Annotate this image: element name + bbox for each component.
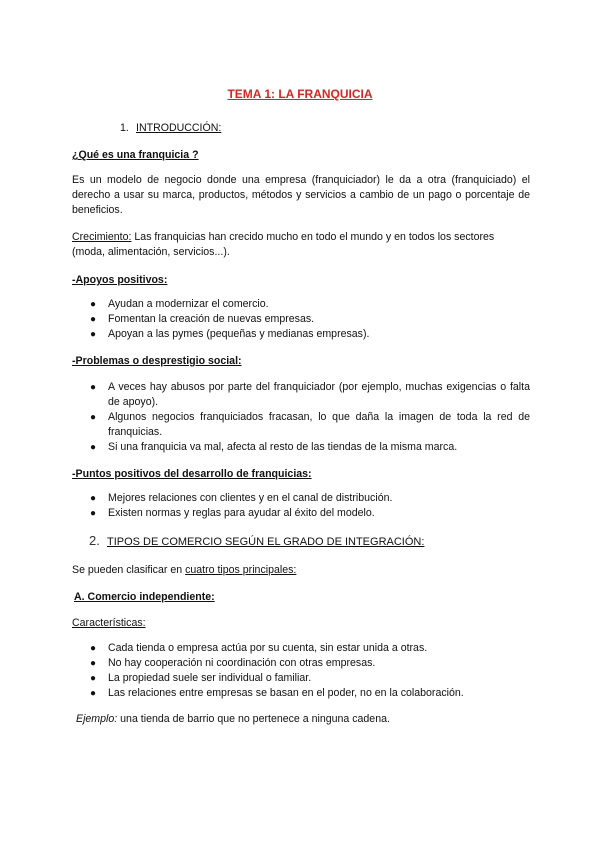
bullet-icon: ● xyxy=(90,673,97,684)
bullet-icon: ● xyxy=(90,493,97,504)
growth-text: Las franquicias han crecido mucho en todo el mundo y en todos los sectores (moda, alimentación, servicios...). xyxy=(72,231,495,258)
classify-paragraph xyxy=(72,563,530,578)
list-item: ● Ayudan a modernizar el comercio. xyxy=(90,298,269,310)
positive-support-heading: -Apoyos positivos: xyxy=(72,274,168,286)
bullet-icon: ● xyxy=(90,658,97,669)
list-item: ● Existen normas y reglas para ayudar al éxito del modelo. xyxy=(90,507,375,519)
document-title: TEMA 1: LA FRANQUICIA xyxy=(227,87,373,101)
characteristics-label: Características: xyxy=(72,617,146,629)
question-heading: ¿Qué es una franquicia ? xyxy=(72,149,199,161)
list-item: ● La propiedad suele ser individual o familiar. xyxy=(90,672,312,684)
bullet-icon: ● xyxy=(90,412,97,423)
section-1-heading xyxy=(120,122,221,134)
bullet-icon: ● xyxy=(90,299,97,310)
example-label: Ejemplo: xyxy=(76,713,118,725)
classify-prefix: Se pueden clasificar en xyxy=(72,564,186,576)
positive-points-list xyxy=(88,491,530,521)
list-item: ● Mejores relaciones con clientes y en el canal de distribución. xyxy=(90,492,393,504)
positive-support-list xyxy=(88,297,530,342)
bullet-icon: ● xyxy=(90,314,97,325)
section-1-number: 1. xyxy=(120,122,129,134)
section-2-number: 2. xyxy=(89,533,100,548)
definition-paragraph: Es un modelo de negocio donde una empresa (franquiciador) le da a otra (franquiciado) el derecho a usar su marca, productos, métodos y servicios a cambio de un pago o porcentaje de beneficios. xyxy=(72,174,530,216)
bullet-icon: ● xyxy=(90,508,97,519)
independent-list xyxy=(88,641,530,701)
list-item: ● Fomentan la creación de nuevas empresas. xyxy=(90,313,315,325)
list-item: ● Las relaciones entre empresas se basan en el poder, no en la colaboración. xyxy=(90,687,464,699)
section-2-heading xyxy=(89,533,424,548)
example-paragraph xyxy=(76,712,534,727)
problems-list xyxy=(88,380,530,455)
classify-underlined: cuatro tipos principales: xyxy=(185,564,297,576)
independent-heading: A. Comercio independiente: xyxy=(74,591,215,603)
list-item: ● Algunos negocios franquiciados fracasan, lo que daña la imagen de toda la red de franquicias. xyxy=(90,411,530,438)
bullet-icon: ● xyxy=(90,382,97,393)
bullet-icon: ● xyxy=(90,688,97,699)
positive-points-heading: -Puntos positivos del desarrollo de franquicias: xyxy=(72,468,312,480)
list-item: ● Apoyan a las pymes (pequeñas y medianas empresas). xyxy=(90,328,370,340)
problems-heading: -Problemas o desprestigio social: xyxy=(72,355,242,367)
example-text: una tienda de barrio que no pertenece a ninguna cadena. xyxy=(117,713,390,725)
list-item: ● Si una franquicia va mal, afecta al resto de las tiendas de la misma marca. xyxy=(90,441,458,453)
list-item: ● No hay cooperación ni coordinación con otras empresas. xyxy=(90,657,376,669)
growth-label: Crecimiento: xyxy=(72,231,132,243)
section-2-label: TIPOS DE COMERCIO SEGÚN EL GRADO DE INTEGRACIÓN: xyxy=(107,536,425,548)
list-item: ● A veces hay abusos por parte del franquiciador (por ejemplo, muchas exigencias o falta de apoyo). xyxy=(90,381,530,408)
section-1-label: INTRODUCCIÓN: xyxy=(136,122,222,134)
bullet-icon: ● xyxy=(90,442,97,453)
list-item: ● Cada tienda o empresa actúa por su cuenta, sin estar unida a otras. xyxy=(90,642,428,654)
bullet-icon: ● xyxy=(90,329,97,340)
growth-paragraph xyxy=(72,230,530,260)
bullet-icon: ● xyxy=(90,643,97,654)
